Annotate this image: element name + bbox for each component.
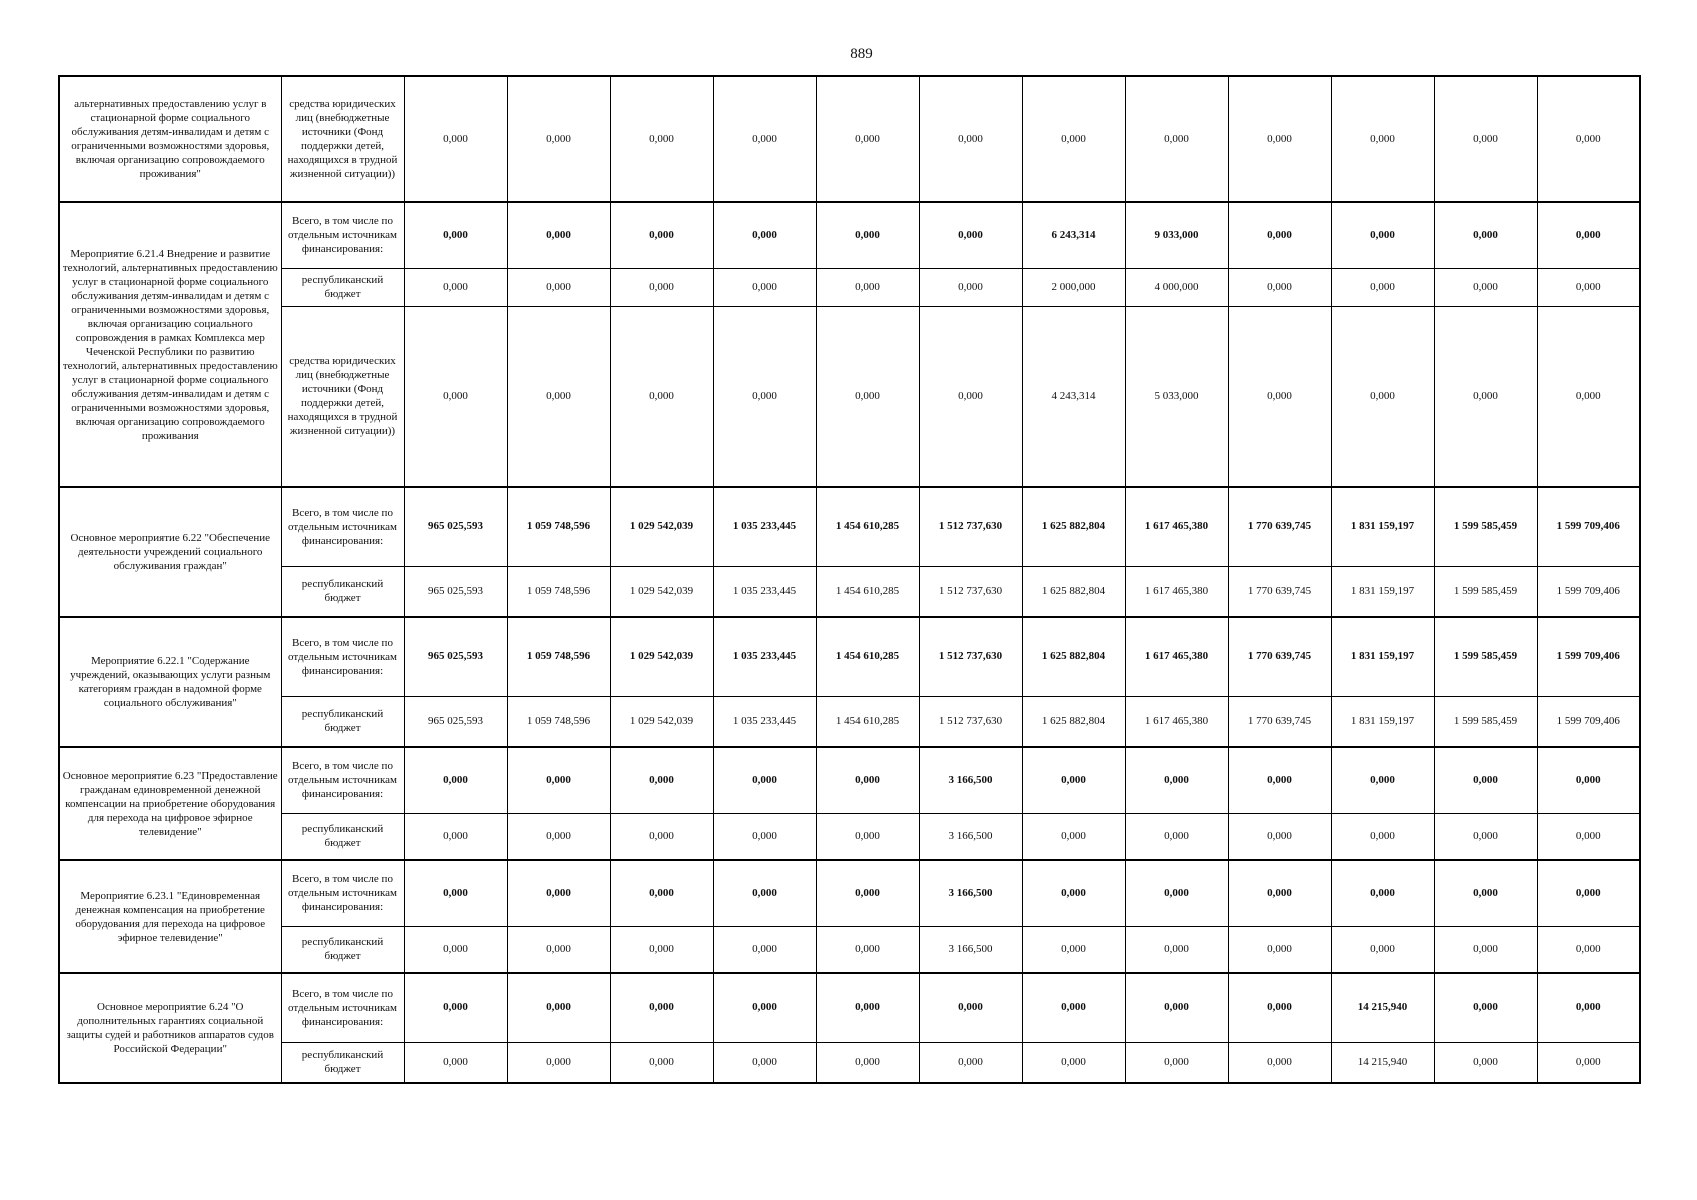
table-row bbox=[59, 813, 1640, 860]
amount-cell: 1 599 709,406 bbox=[1537, 696, 1640, 747]
amount-cell: 3 166,500 bbox=[919, 747, 1022, 813]
amount-cell: 1 617 465,380 bbox=[1125, 566, 1228, 617]
amount-cell: 0,000 bbox=[713, 926, 816, 973]
amount-cell: 0,000 bbox=[1125, 76, 1228, 202]
funding-source-cell: республиканский бюджет bbox=[281, 926, 404, 973]
amount-cell: 0,000 bbox=[404, 202, 507, 268]
amount-cell: 0,000 bbox=[1331, 76, 1434, 202]
table-row bbox=[59, 617, 1640, 696]
amount-cell: 0,000 bbox=[1331, 202, 1434, 268]
amount-cell: 0,000 bbox=[1022, 1042, 1125, 1083]
activity-name-cell: Основное мероприятие 6.24 "О дополнительных гарантиях социальной защиты судей и работников аппаратов судов Российской Федерации" bbox=[59, 973, 281, 1083]
amount-cell: 3 166,500 bbox=[919, 926, 1022, 973]
amount-cell: 1 035 233,445 bbox=[713, 617, 816, 696]
amount-cell: 0,000 bbox=[713, 202, 816, 268]
amount-cell: 0,000 bbox=[610, 813, 713, 860]
amount-cell: 1 454 610,285 bbox=[816, 617, 919, 696]
amount-cell: 1 831 159,197 bbox=[1331, 487, 1434, 566]
activity-name-cell: Мероприятие 6.23.1 "Единовременная денежная компенсация на приобретение оборудования для перехода на цифровое эфирное телевидение" bbox=[59, 860, 281, 973]
funding-source-cell: республиканский бюджет bbox=[281, 268, 404, 306]
amount-cell: 14 215,940 bbox=[1331, 1042, 1434, 1083]
amount-cell: 0,000 bbox=[816, 926, 919, 973]
amount-cell: 0,000 bbox=[1228, 926, 1331, 973]
amount-cell: 0,000 bbox=[404, 747, 507, 813]
activity-name-cell: Основное мероприятие 6.22 "Обеспечение деятельности учреждений социального обслуживания граждан" bbox=[59, 487, 281, 617]
amount-cell: 0,000 bbox=[1434, 860, 1537, 926]
amount-cell: 0,000 bbox=[610, 926, 713, 973]
amount-cell: 0,000 bbox=[816, 973, 919, 1042]
table-row bbox=[59, 973, 1640, 1042]
funding-source-cell: средства юридических лиц (внебюджетные источники (Фонд поддержки детей, находящихся в трудной жизненной ситуации)) bbox=[281, 76, 404, 202]
amount-cell: 0,000 bbox=[1434, 202, 1537, 268]
amount-cell: 0,000 bbox=[1022, 973, 1125, 1042]
amount-cell: 1 831 159,197 bbox=[1331, 696, 1434, 747]
amount-cell: 0,000 bbox=[610, 747, 713, 813]
amount-cell: 1 770 639,745 bbox=[1228, 566, 1331, 617]
amount-cell: 0,000 bbox=[610, 76, 713, 202]
amount-cell: 1 625 882,804 bbox=[1022, 617, 1125, 696]
activity-name-cell: Основное мероприятие 6.23 "Предоставление гражданам единовременной денежной компенсации на приобретение оборудования для перехода на цифровое эфирное телевидение" bbox=[59, 747, 281, 860]
funding-source-cell: Всего, в том числе по отдельным источникам финансирования: bbox=[281, 747, 404, 813]
table-row bbox=[59, 747, 1640, 813]
amount-cell: 0,000 bbox=[1125, 813, 1228, 860]
amount-cell: 0,000 bbox=[1228, 813, 1331, 860]
amount-cell: 0,000 bbox=[1125, 1042, 1228, 1083]
amount-cell: 965 025,593 bbox=[404, 566, 507, 617]
amount-cell: 1 512 737,630 bbox=[919, 617, 1022, 696]
amount-cell: 1 059 748,596 bbox=[507, 487, 610, 566]
amount-cell: 0,000 bbox=[1125, 860, 1228, 926]
amount-cell: 0,000 bbox=[404, 813, 507, 860]
budget-table bbox=[58, 75, 1641, 1084]
amount-cell: 0,000 bbox=[1537, 76, 1640, 202]
table-row bbox=[59, 487, 1640, 566]
amount-cell: 1 454 610,285 bbox=[816, 696, 919, 747]
amount-cell: 965 025,593 bbox=[404, 487, 507, 566]
amount-cell: 0,000 bbox=[610, 306, 713, 487]
amount-cell: 0,000 bbox=[1228, 268, 1331, 306]
amount-cell: 0,000 bbox=[713, 973, 816, 1042]
amount-cell: 1 454 610,285 bbox=[816, 566, 919, 617]
table-row bbox=[59, 566, 1640, 617]
amount-cell: 0,000 bbox=[816, 813, 919, 860]
amount-cell: 14 215,940 bbox=[1331, 973, 1434, 1042]
amount-cell: 1 454 610,285 bbox=[816, 487, 919, 566]
amount-cell: 0,000 bbox=[816, 306, 919, 487]
amount-cell: 0,000 bbox=[1537, 926, 1640, 973]
amount-cell: 0,000 bbox=[816, 202, 919, 268]
amount-cell: 0,000 bbox=[404, 76, 507, 202]
amount-cell: 1 029 542,039 bbox=[610, 617, 713, 696]
amount-cell: 0,000 bbox=[713, 860, 816, 926]
amount-cell: 1 770 639,745 bbox=[1228, 487, 1331, 566]
activity-name-cell: Мероприятие 6.21.4 Внедрение и развитие технологий, альтернативных предоставлению услуг в стационарной форме социального обслуживания детям-инвалидам и детям с ограниченными возможностями здоровья, включая организацию социального сопровождения в рамках Комплекса мер Чеченской Республики по развитию технологий, альтернативных предоставлению услуг в стационарной форме социального обслуживания детям-инвалидам и детям с ограниченными возможностями здоровья, включая организацию сопровождаемого проживания bbox=[59, 202, 281, 487]
amount-cell: 0,000 bbox=[713, 76, 816, 202]
amount-cell: 0,000 bbox=[507, 747, 610, 813]
amount-cell: 1 512 737,630 bbox=[919, 566, 1022, 617]
table-row bbox=[59, 860, 1640, 926]
amount-cell: 1 059 748,596 bbox=[507, 566, 610, 617]
amount-cell: 0,000 bbox=[1331, 268, 1434, 306]
amount-cell: 1 599 585,459 bbox=[1434, 487, 1537, 566]
amount-cell: 0,000 bbox=[610, 1042, 713, 1083]
amount-cell: 1 831 159,197 bbox=[1331, 617, 1434, 696]
amount-cell: 2 000,000 bbox=[1022, 268, 1125, 306]
amount-cell: 0,000 bbox=[1434, 813, 1537, 860]
amount-cell: 0,000 bbox=[404, 973, 507, 1042]
amount-cell: 0,000 bbox=[1022, 76, 1125, 202]
amount-cell: 3 166,500 bbox=[919, 860, 1022, 926]
amount-cell: 0,000 bbox=[713, 813, 816, 860]
amount-cell: 0,000 bbox=[1331, 747, 1434, 813]
amount-cell: 1 617 465,380 bbox=[1125, 696, 1228, 747]
page-number: 889 bbox=[850, 46, 873, 62]
activity-name-cell: альтернативных предоставлению услуг в стационарной форме социального обслуживания детям-инвалидам и детям с ограниченными возможностями здоровья, включая организацию сопровождаемого проживания" bbox=[59, 76, 281, 202]
amount-cell: 0,000 bbox=[816, 1042, 919, 1083]
amount-cell: 0,000 bbox=[816, 268, 919, 306]
table-row bbox=[59, 306, 1640, 487]
amount-cell: 1 599 585,459 bbox=[1434, 566, 1537, 617]
table-row bbox=[59, 1042, 1640, 1083]
amount-cell: 0,000 bbox=[1434, 926, 1537, 973]
funding-source-cell: Всего, в том числе по отдельным источникам финансирования: bbox=[281, 860, 404, 926]
amount-cell: 1 035 233,445 bbox=[713, 487, 816, 566]
amount-cell: 1 625 882,804 bbox=[1022, 566, 1125, 617]
amount-cell: 0,000 bbox=[1331, 860, 1434, 926]
amount-cell: 0,000 bbox=[1022, 926, 1125, 973]
amount-cell: 0,000 bbox=[1434, 268, 1537, 306]
amount-cell: 1 617 465,380 bbox=[1125, 617, 1228, 696]
amount-cell: 0,000 bbox=[507, 306, 610, 487]
amount-cell: 0,000 bbox=[1434, 747, 1537, 813]
amount-cell: 0,000 bbox=[919, 973, 1022, 1042]
funding-source-cell: Всего, в том числе по отдельным источникам финансирования: bbox=[281, 202, 404, 268]
amount-cell: 1 770 639,745 bbox=[1228, 617, 1331, 696]
amount-cell: 0,000 bbox=[1228, 202, 1331, 268]
amount-cell: 0,000 bbox=[1228, 973, 1331, 1042]
amount-cell: 0,000 bbox=[610, 973, 713, 1042]
funding-source-cell: республиканский бюджет bbox=[281, 1042, 404, 1083]
amount-cell: 0,000 bbox=[816, 76, 919, 202]
amount-cell: 965 025,593 bbox=[404, 696, 507, 747]
amount-cell: 0,000 bbox=[1022, 860, 1125, 926]
funding-source-cell: средства юридических лиц (внебюджетные источники (Фонд поддержки детей, находящихся в трудной жизненной ситуации)) bbox=[281, 306, 404, 487]
amount-cell: 0,000 bbox=[507, 76, 610, 202]
amount-cell: 0,000 bbox=[1537, 747, 1640, 813]
amount-cell: 0,000 bbox=[1228, 1042, 1331, 1083]
amount-cell: 0,000 bbox=[1537, 306, 1640, 487]
table-row bbox=[59, 76, 1640, 202]
amount-cell: 1 029 542,039 bbox=[610, 487, 713, 566]
amount-cell: 0,000 bbox=[919, 76, 1022, 202]
budget-table-body bbox=[59, 76, 1640, 1083]
amount-cell: 1 599 585,459 bbox=[1434, 617, 1537, 696]
amount-cell: 0,000 bbox=[1125, 973, 1228, 1042]
amount-cell: 0,000 bbox=[404, 926, 507, 973]
amount-cell: 0,000 bbox=[1434, 973, 1537, 1042]
amount-cell: 1 059 748,596 bbox=[507, 696, 610, 747]
amount-cell: 0,000 bbox=[1125, 926, 1228, 973]
amount-cell: 0,000 bbox=[404, 860, 507, 926]
amount-cell: 4 000,000 bbox=[1125, 268, 1228, 306]
amount-cell: 965 025,593 bbox=[404, 617, 507, 696]
amount-cell: 0,000 bbox=[507, 268, 610, 306]
table-row bbox=[59, 268, 1640, 306]
amount-cell: 0,000 bbox=[404, 306, 507, 487]
amount-cell: 0,000 bbox=[610, 268, 713, 306]
funding-source-cell: Всего, в том числе по отдельным источникам финансирования: bbox=[281, 617, 404, 696]
amount-cell: 0,000 bbox=[1434, 306, 1537, 487]
amount-cell: 9 033,000 bbox=[1125, 202, 1228, 268]
amount-cell: 0,000 bbox=[713, 747, 816, 813]
amount-cell: 0,000 bbox=[507, 813, 610, 860]
amount-cell: 0,000 bbox=[610, 202, 713, 268]
amount-cell: 0,000 bbox=[919, 268, 1022, 306]
amount-cell: 1 059 748,596 bbox=[507, 617, 610, 696]
amount-cell: 1 599 709,406 bbox=[1537, 487, 1640, 566]
amount-cell: 1 625 882,804 bbox=[1022, 487, 1125, 566]
amount-cell: 0,000 bbox=[713, 1042, 816, 1083]
funding-source-cell: Всего, в том числе по отдельным источникам финансирования: bbox=[281, 973, 404, 1042]
funding-source-cell: республиканский бюджет bbox=[281, 813, 404, 860]
amount-cell: 0,000 bbox=[1022, 813, 1125, 860]
amount-cell: 0,000 bbox=[507, 1042, 610, 1083]
amount-cell: 0,000 bbox=[1537, 202, 1640, 268]
amount-cell: 0,000 bbox=[1434, 1042, 1537, 1083]
amount-cell: 0,000 bbox=[816, 860, 919, 926]
activity-name-cell: Мероприятие 6.22.1 "Содержание учреждений, оказывающих услуги разным категориям граждан в надомной форме социального обслуживания" bbox=[59, 617, 281, 747]
amount-cell: 1 035 233,445 bbox=[713, 566, 816, 617]
amount-cell: 0,000 bbox=[919, 306, 1022, 487]
amount-cell: 1 512 737,630 bbox=[919, 487, 1022, 566]
amount-cell: 1 029 542,039 bbox=[610, 696, 713, 747]
amount-cell: 0,000 bbox=[1228, 860, 1331, 926]
amount-cell: 0,000 bbox=[507, 973, 610, 1042]
amount-cell: 4 243,314 bbox=[1022, 306, 1125, 487]
amount-cell: 0,000 bbox=[1537, 860, 1640, 926]
amount-cell: 0,000 bbox=[1125, 747, 1228, 813]
amount-cell: 0,000 bbox=[404, 1042, 507, 1083]
amount-cell: 0,000 bbox=[507, 860, 610, 926]
amount-cell: 0,000 bbox=[610, 860, 713, 926]
amount-cell: 0,000 bbox=[1331, 306, 1434, 487]
amount-cell: 0,000 bbox=[713, 306, 816, 487]
amount-cell: 0,000 bbox=[404, 268, 507, 306]
table-row bbox=[59, 696, 1640, 747]
amount-cell: 1 599 709,406 bbox=[1537, 617, 1640, 696]
amount-cell: 0,000 bbox=[919, 202, 1022, 268]
amount-cell: 0,000 bbox=[1228, 747, 1331, 813]
amount-cell: 1 625 882,804 bbox=[1022, 696, 1125, 747]
amount-cell: 0,000 bbox=[816, 747, 919, 813]
amount-cell: 1 512 737,630 bbox=[919, 696, 1022, 747]
amount-cell: 0,000 bbox=[507, 926, 610, 973]
funding-source-cell: республиканский бюджет bbox=[281, 566, 404, 617]
amount-cell: 0,000 bbox=[713, 268, 816, 306]
table-row bbox=[59, 202, 1640, 268]
amount-cell: 1 035 233,445 bbox=[713, 696, 816, 747]
amount-cell: 0,000 bbox=[1331, 926, 1434, 973]
amount-cell: 0,000 bbox=[1434, 76, 1537, 202]
funding-source-cell: республиканский бюджет bbox=[281, 696, 404, 747]
amount-cell: 0,000 bbox=[1022, 747, 1125, 813]
amount-cell: 1 617 465,380 bbox=[1125, 487, 1228, 566]
amount-cell: 0,000 bbox=[919, 1042, 1022, 1083]
funding-source-cell: Всего, в том числе по отдельным источникам финансирования: bbox=[281, 487, 404, 566]
table-row bbox=[59, 926, 1640, 973]
amount-cell: 0,000 bbox=[1228, 76, 1331, 202]
amount-cell: 0,000 bbox=[1331, 813, 1434, 860]
amount-cell: 0,000 bbox=[507, 202, 610, 268]
amount-cell: 1 770 639,745 bbox=[1228, 696, 1331, 747]
amount-cell: 1 599 709,406 bbox=[1537, 566, 1640, 617]
amount-cell: 1 029 542,039 bbox=[610, 566, 713, 617]
amount-cell: 0,000 bbox=[1537, 813, 1640, 860]
amount-cell: 0,000 bbox=[1537, 1042, 1640, 1083]
amount-cell: 6 243,314 bbox=[1022, 202, 1125, 268]
amount-cell: 1 831 159,197 bbox=[1331, 566, 1434, 617]
amount-cell: 0,000 bbox=[1228, 306, 1331, 487]
amount-cell: 0,000 bbox=[1537, 973, 1640, 1042]
amount-cell: 3 166,500 bbox=[919, 813, 1022, 860]
amount-cell: 5 033,000 bbox=[1125, 306, 1228, 487]
amount-cell: 0,000 bbox=[1537, 268, 1640, 306]
amount-cell: 1 599 585,459 bbox=[1434, 696, 1537, 747]
